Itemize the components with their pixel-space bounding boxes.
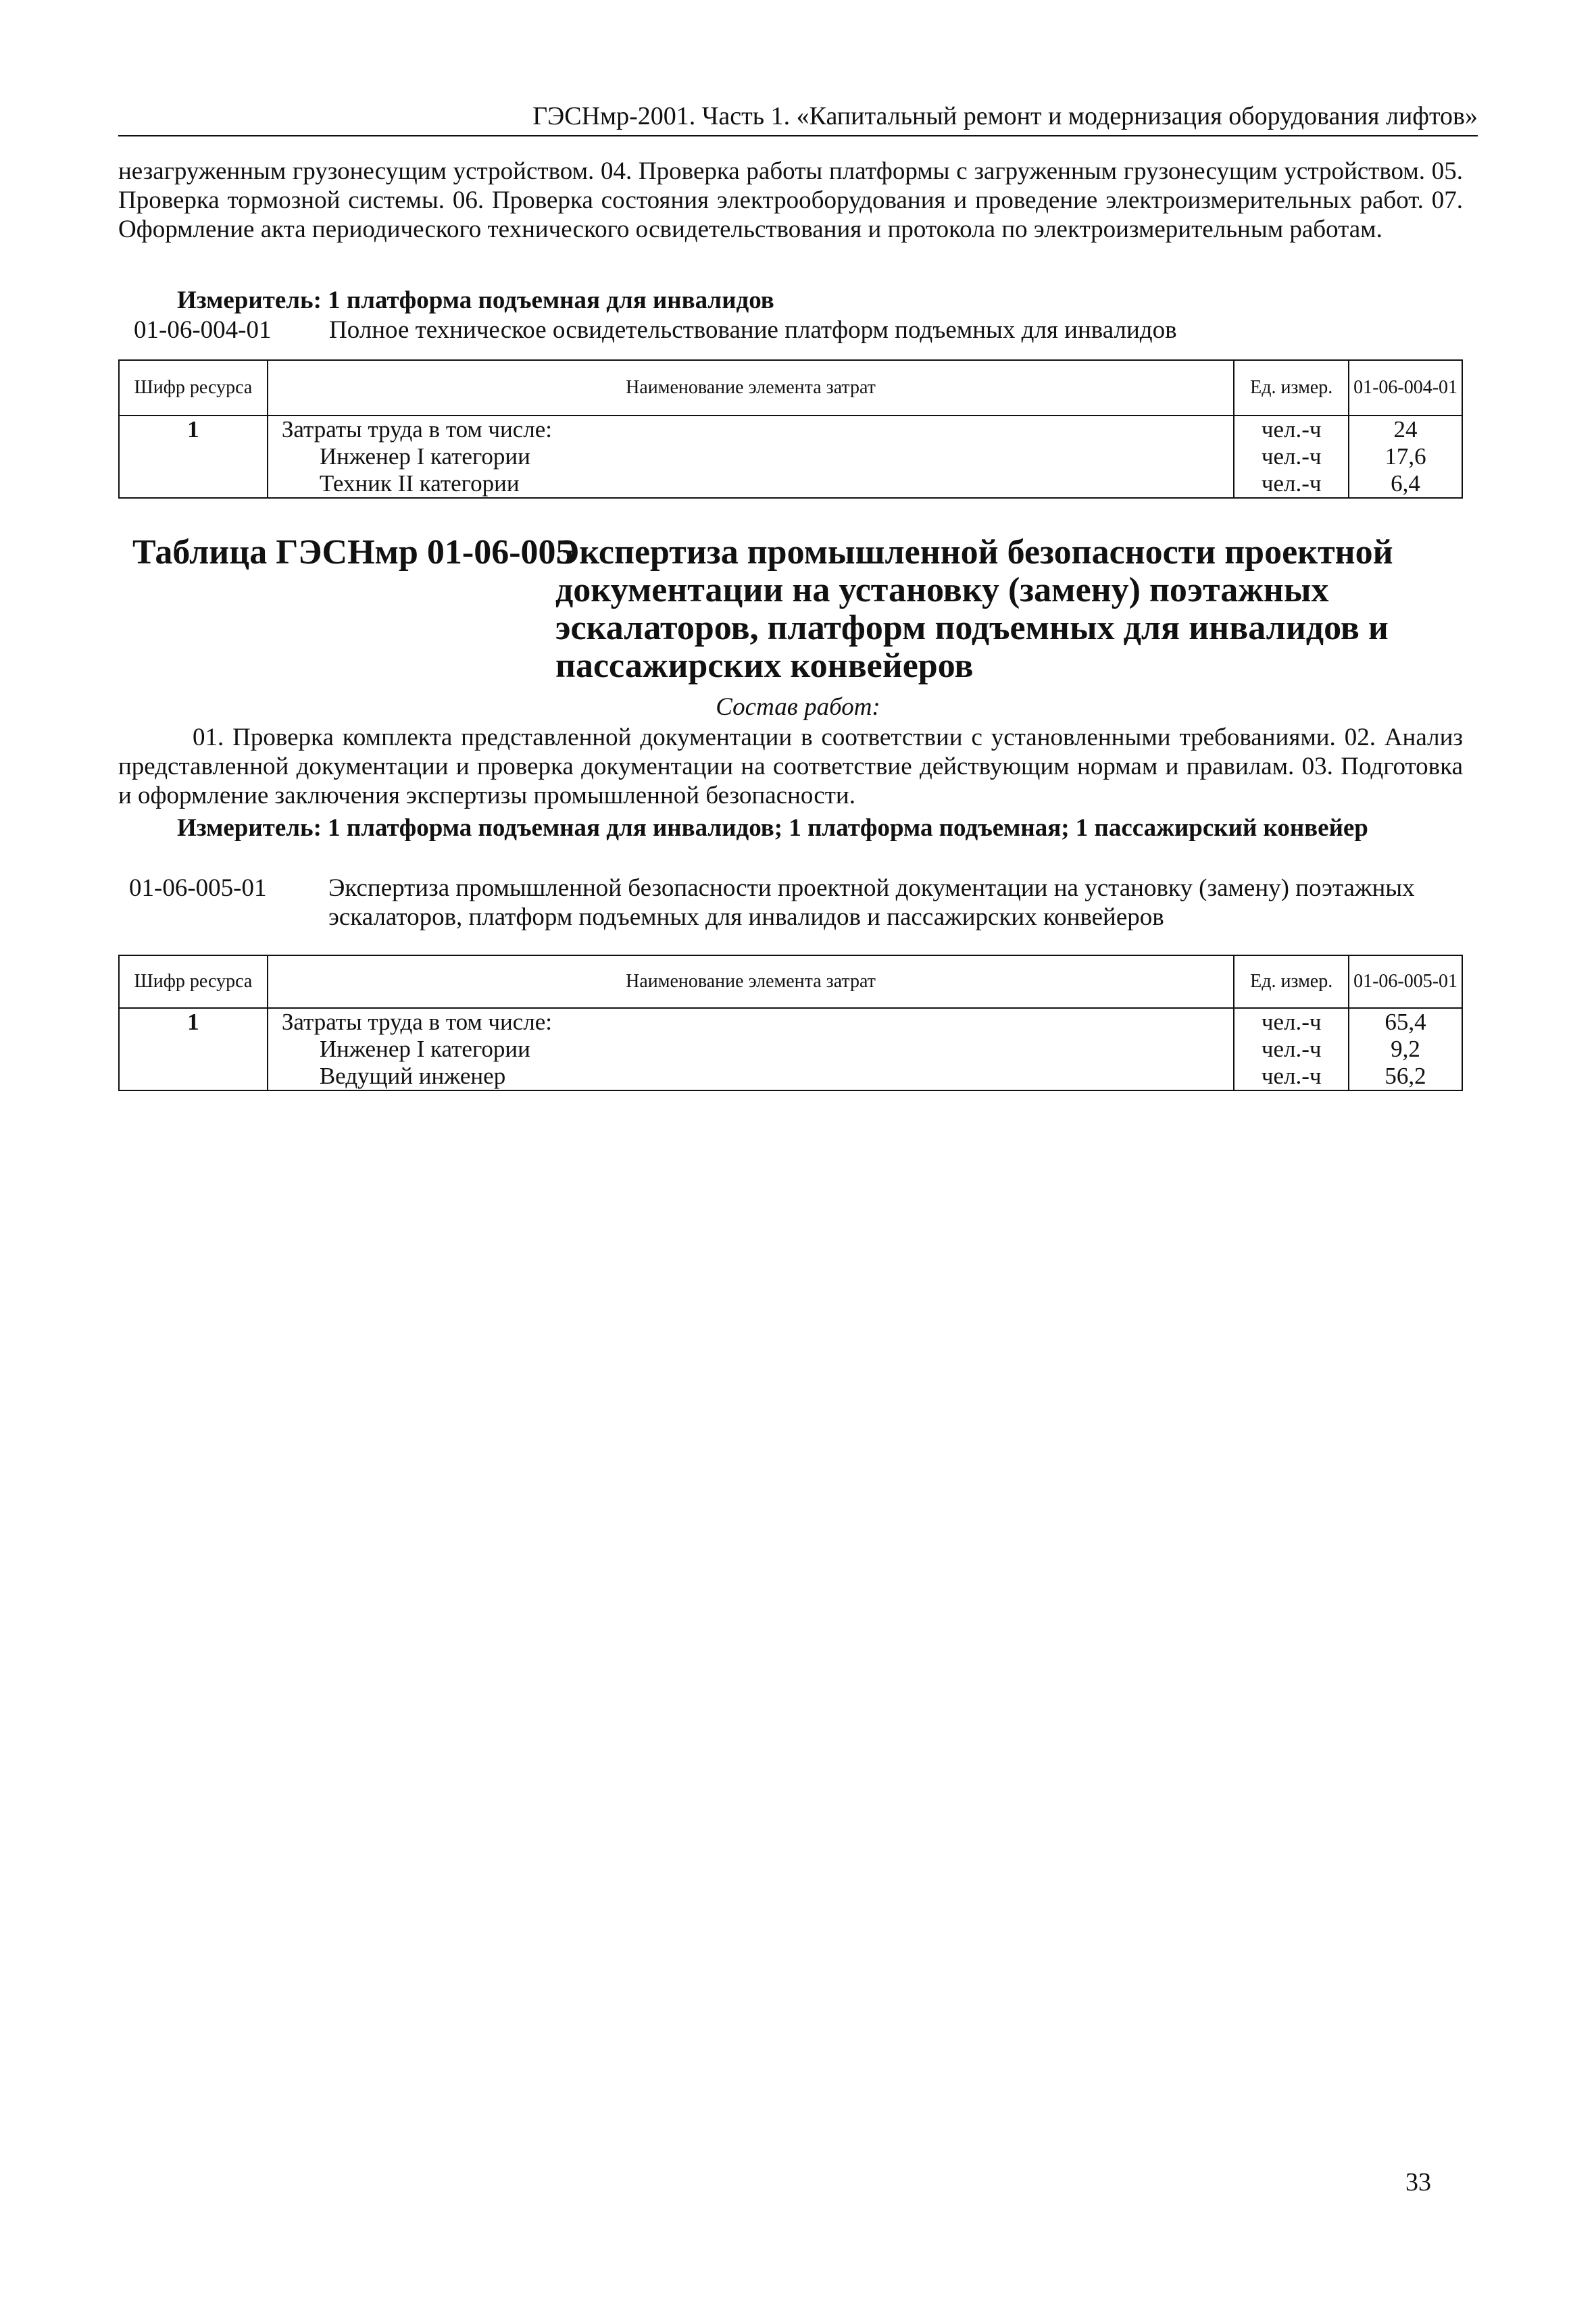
cost-element-cell (268, 416, 1234, 498)
works-paragraph: 01. Проверка комплекта представленной документации в соответствии с установленными требованиями. 02. Анализ представленной документации и проверка документации на соответствие действующим нормам и правилам. 03. Подготовка и оформление заключения экспертизы промышленной безопасности. (118, 724, 1463, 809)
norm-value-cell (1349, 416, 1462, 498)
cost-element-name: Инженер I категории (319, 1036, 530, 1062)
cost-element-name: Техник II категории (319, 470, 520, 497)
unit-value: чел.-ч (1261, 1036, 1322, 1062)
norm-value: 56,2 (1385, 1063, 1426, 1089)
composition-label: Состав работ: (716, 693, 880, 721)
meter-line-1: Измеритель: 1 платформа подъемная для инвалидов (177, 286, 774, 314)
norm-value: 24 (1393, 416, 1418, 443)
unit-value: чел.-ч (1261, 470, 1322, 497)
norm-value: 9,2 (1391, 1036, 1420, 1062)
table-header-row (119, 955, 1462, 1008)
norm-description-1: Полное техническое освидетельствование платформ подъемных для инвалидов (329, 316, 1177, 344)
norm-value-cell (1349, 1008, 1462, 1090)
col-header-code: Шифр ресурса (119, 955, 268, 1008)
norm-code-2: 01-06-005-01 (129, 874, 267, 902)
col-header-name: Наименование элемента затрат (268, 955, 1234, 1008)
cost-element-name: Затраты труда в том числе: (281, 1009, 552, 1035)
unit-value: чел.-ч (1261, 416, 1322, 443)
unit-cell (1234, 416, 1349, 498)
col-header-code: Шифр ресурса (119, 360, 268, 416)
col-header-unit: Ед. измер. (1234, 360, 1349, 416)
running-header: ГЭСНмр-2001. Часть 1. «Капитальный ремонт и модернизация оборудования лифтов» (118, 101, 1478, 136)
unit-value: чел.-ч (1261, 1009, 1322, 1035)
resource-code-cell: 1 (119, 1008, 268, 1090)
table-header-row (119, 360, 1462, 416)
intro-paragraph: незагруженным грузонесущим устройством. 04. Проверка работы платформы с загруженным грузонесущим устройством. 05. Проверка тормозной системы. 06. Проверка состояния электрооборудования и проведение электроизмерительных работ. 07. Оформление акта периодического технического освидетельствования и протокола по электроизмерительным работам. (118, 157, 1463, 243)
unit-value: чел.-ч (1261, 1063, 1322, 1089)
cost-element-name: Ведущий инженер (319, 1063, 506, 1089)
norm-description-2: Экспертиза промышленной безопасности проектной документации на установку (замену) поэтажных эскалаторов, платформ подъемных для инвалидов и пассажирских конвейеров (328, 874, 1415, 931)
unit-value: чел.-ч (1261, 443, 1322, 470)
unit-cell (1234, 1008, 1349, 1090)
norm-code-1: 01-06-004-01 (134, 316, 272, 344)
page-number: 33 (1405, 2168, 1431, 2196)
col-header-value: 01-06-005-01 (1349, 955, 1462, 1008)
norm-value: 65,4 (1385, 1009, 1426, 1035)
table-title-prefix: Таблица ГЭСНмр 01-06-005 (132, 533, 574, 572)
cost-element-cell (268, 1008, 1234, 1090)
norm-value: 17,6 (1385, 443, 1426, 470)
table-body-row (119, 416, 1462, 498)
norm-value: 6,4 (1391, 470, 1420, 497)
meter-line-2: Измеритель: 1 платформа подъемная для инвалидов; 1 платформа подъемная; 1 пассажирский конвейер (177, 814, 1368, 842)
col-header-unit: Ед. измер. (1234, 955, 1349, 1008)
resource-code-cell: 1 (119, 416, 268, 498)
table-body-row (119, 1008, 1462, 1090)
cost-table-1 (118, 359, 1463, 499)
cost-element-name: Инженер I категории (319, 443, 530, 470)
cost-table-2 (118, 955, 1463, 1091)
table-title-text: Экспертиза промышленной безопасности проектной документации на установку (замену) поэтажных эскалаторов, платформ подъемных для инвалидов и пассажирских конвейеров (555, 533, 1393, 685)
col-header-value: 01-06-004-01 (1349, 360, 1462, 416)
col-header-name: Наименование элемента затрат (268, 360, 1234, 416)
cost-element-name: Затраты труда в том числе: (281, 416, 552, 443)
